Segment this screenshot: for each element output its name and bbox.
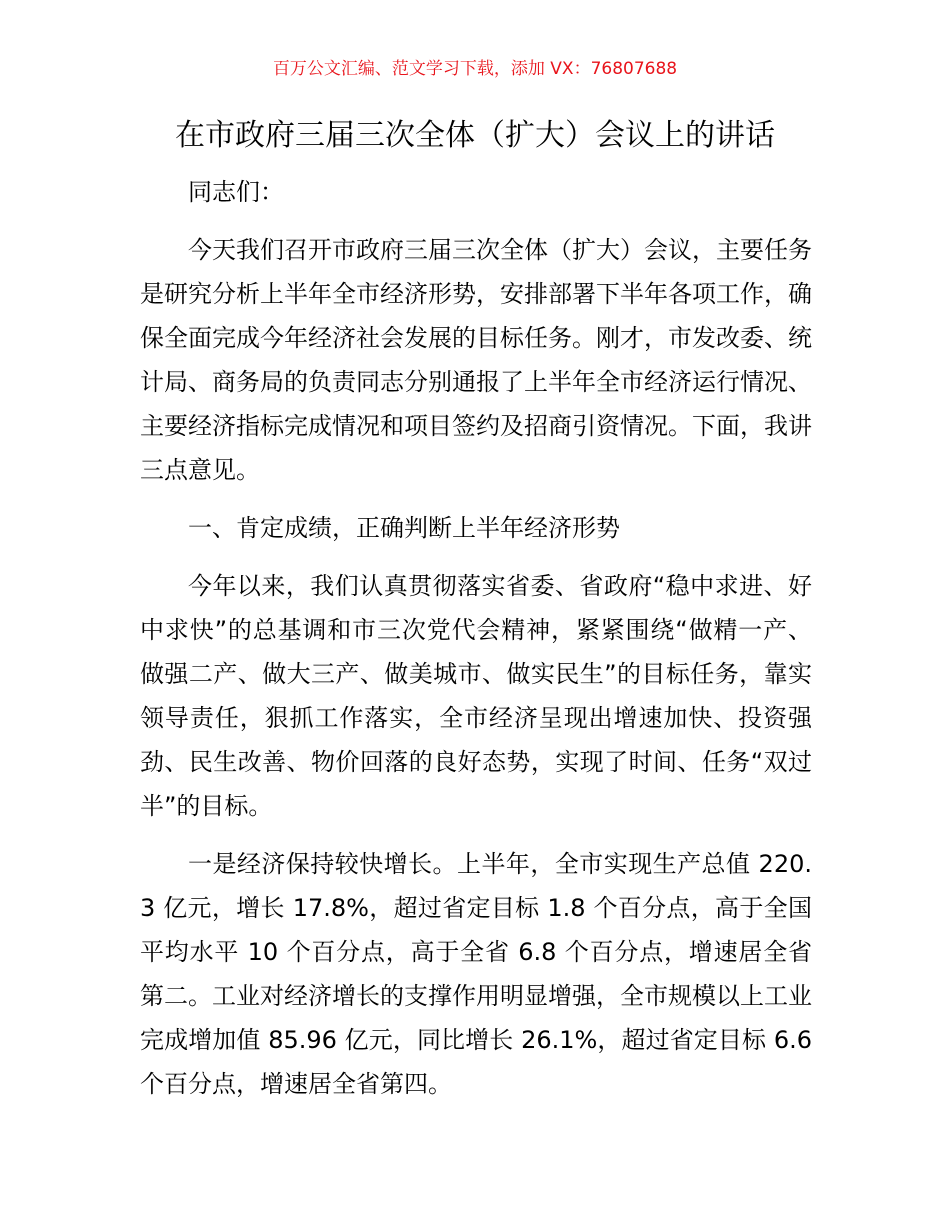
promo-banner: 百万公文汇编、范文学习下载，添加 VX：76807688 [272, 59, 678, 79]
section-heading-1: 一、肯定成绩，正确判断上半年经济形势 [188, 514, 620, 542]
document-title: 在市政府三届三次全体（扩大）会议上的讲话 [175, 118, 775, 153]
paragraph-overview: 今年以来，我们认真贯彻落实省委、省政府“稳中求进、好中求快”的总基调和市三次党代会精神，紧紧围绕“做精一产、做强二产、做大三产、做美城市、做实民生”的目标任务，靠实领导责任，狠抓工作落实，全市经济呈现出增速加快、投资强劲、民生改善、物价回落的良好态势，实现了时间、任务“双过半”的目标。 [140, 572, 812, 820]
paragraph-growth: 一是经济保持较快增长。上半年，全市实现生产总值 220.3 亿元，增长 17.8%，超过省定目标 1.8 个百分点，高于全国平均水平 10 个百分点，高于全省 6.8 个百分点，增速居全省第二。工业对经济增长的支撑作用明显增强，全市规模以上工业完成增加值 85.96 亿元，同比增长 26.1%，超过省定目标 6.6 个百分点，增速居全省第四。 [140, 850, 812, 1098]
paragraph-intro: 今天我们召开市政府三届三次全体（扩大）会议，主要任务是研究分析上半年全市经济形势，安排部署下半年各项工作，确保全面完成今年经济社会发展的目标任务。刚才，市发改委、统计局、商务局的负责同志分别通报了上半年全市经济运行情况、主要经济指标完成情况和项目签约及招商引资情况。下面，我讲三点意见。 [140, 236, 812, 484]
salutation: 同志们： [188, 178, 284, 206]
document-body [140, 170, 812, 1114]
